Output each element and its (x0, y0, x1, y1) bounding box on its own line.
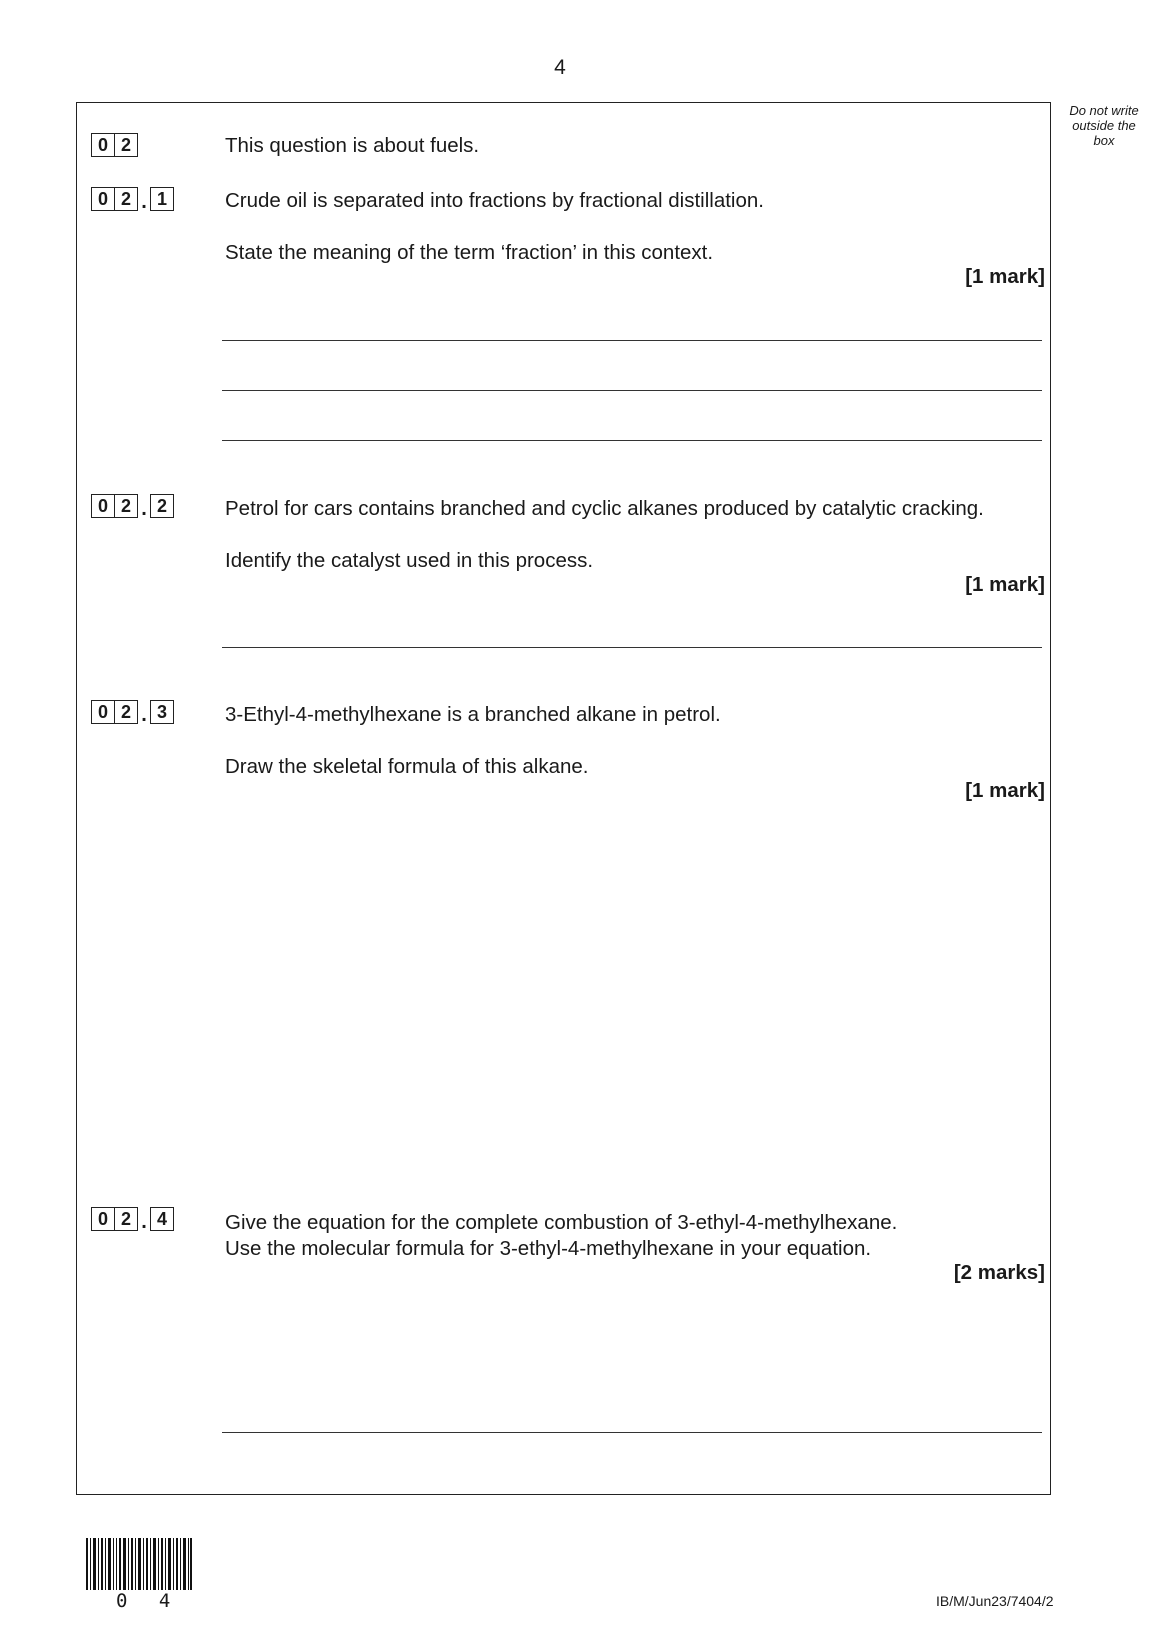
barcode-digits: 0 4 (116, 1590, 181, 1612)
question-dot: . (141, 704, 147, 726)
question-dot: . (141, 191, 147, 213)
question-sub-digit: 4 (150, 1207, 174, 1231)
question-02-1-marks: [1 mark] (965, 265, 1045, 288)
question-sub-digit: 3 (150, 700, 174, 724)
question-number-02-3 (91, 700, 174, 724)
question-digit: 0 (91, 133, 115, 157)
question-sub-digit: 1 (150, 187, 174, 211)
barcode-icon (86, 1538, 192, 1590)
question-sub-digit: 2 (150, 494, 174, 518)
question-digit: 0 (91, 1207, 115, 1231)
question-02-stem: This question is about fuels. (225, 134, 480, 157)
question-02-2-instruction: Identify the catalyst used in this process. (225, 549, 594, 572)
answer-line[interactable] (222, 440, 1042, 441)
question-digit: 2 (115, 1207, 138, 1231)
answer-border-box (76, 102, 1051, 1495)
question-02-2-text: Petrol for cars contains branched and cyclic alkanes produced by catalytic cracking. (225, 497, 984, 520)
question-02-1-instruction: State the meaning of the term ‘fraction’ in this context. (225, 241, 714, 264)
drawing-area[interactable] (222, 815, 1042, 1175)
question-02-4-marks: [2 marks] (953, 1261, 1045, 1284)
question-number-02-2 (91, 494, 174, 518)
question-number-02 (91, 133, 138, 157)
question-02-3-text: 3-Ethyl-4-methylhexane is a branched alkane in petrol. (225, 703, 721, 726)
question-number-02-1 (91, 187, 174, 211)
answer-line[interactable] (222, 340, 1042, 341)
question-digit: 2 (115, 187, 138, 211)
answer-line[interactable] (222, 390, 1042, 391)
question-dot: . (141, 498, 147, 520)
question-02-1-text: Crude oil is separated into fractions by fractional distillation. (225, 189, 764, 212)
question-02-2-marks: [1 mark] (965, 573, 1045, 596)
question-02-4-text: Give the equation for the complete combustion of 3-ethyl-4-methylhexane. (225, 1211, 898, 1234)
question-digit: 0 (91, 494, 115, 518)
margin-note: Do not write outside the box (1069, 103, 1139, 148)
answer-line[interactable] (222, 647, 1042, 648)
question-digit: 2 (115, 494, 138, 518)
question-02-4-instruction: Use the molecular formula for 3-ethyl-4-methylhexane in your equation. (225, 1237, 872, 1260)
answer-line[interactable] (222, 1432, 1042, 1433)
question-digit: 0 (91, 700, 115, 724)
footer-code: IB/M/Jun23/7404/2 (936, 1593, 1054, 1609)
question-number-02-4 (91, 1207, 174, 1231)
question-digit: 0 (91, 187, 115, 211)
question-dot: . (141, 1211, 147, 1233)
question-02-3-marks: [1 mark] (965, 779, 1045, 802)
page-number: 4 (554, 56, 566, 79)
question-digit: 2 (115, 700, 138, 724)
question-02-3-instruction: Draw the skeletal formula of this alkane. (225, 755, 589, 778)
question-digit: 2 (115, 133, 138, 157)
